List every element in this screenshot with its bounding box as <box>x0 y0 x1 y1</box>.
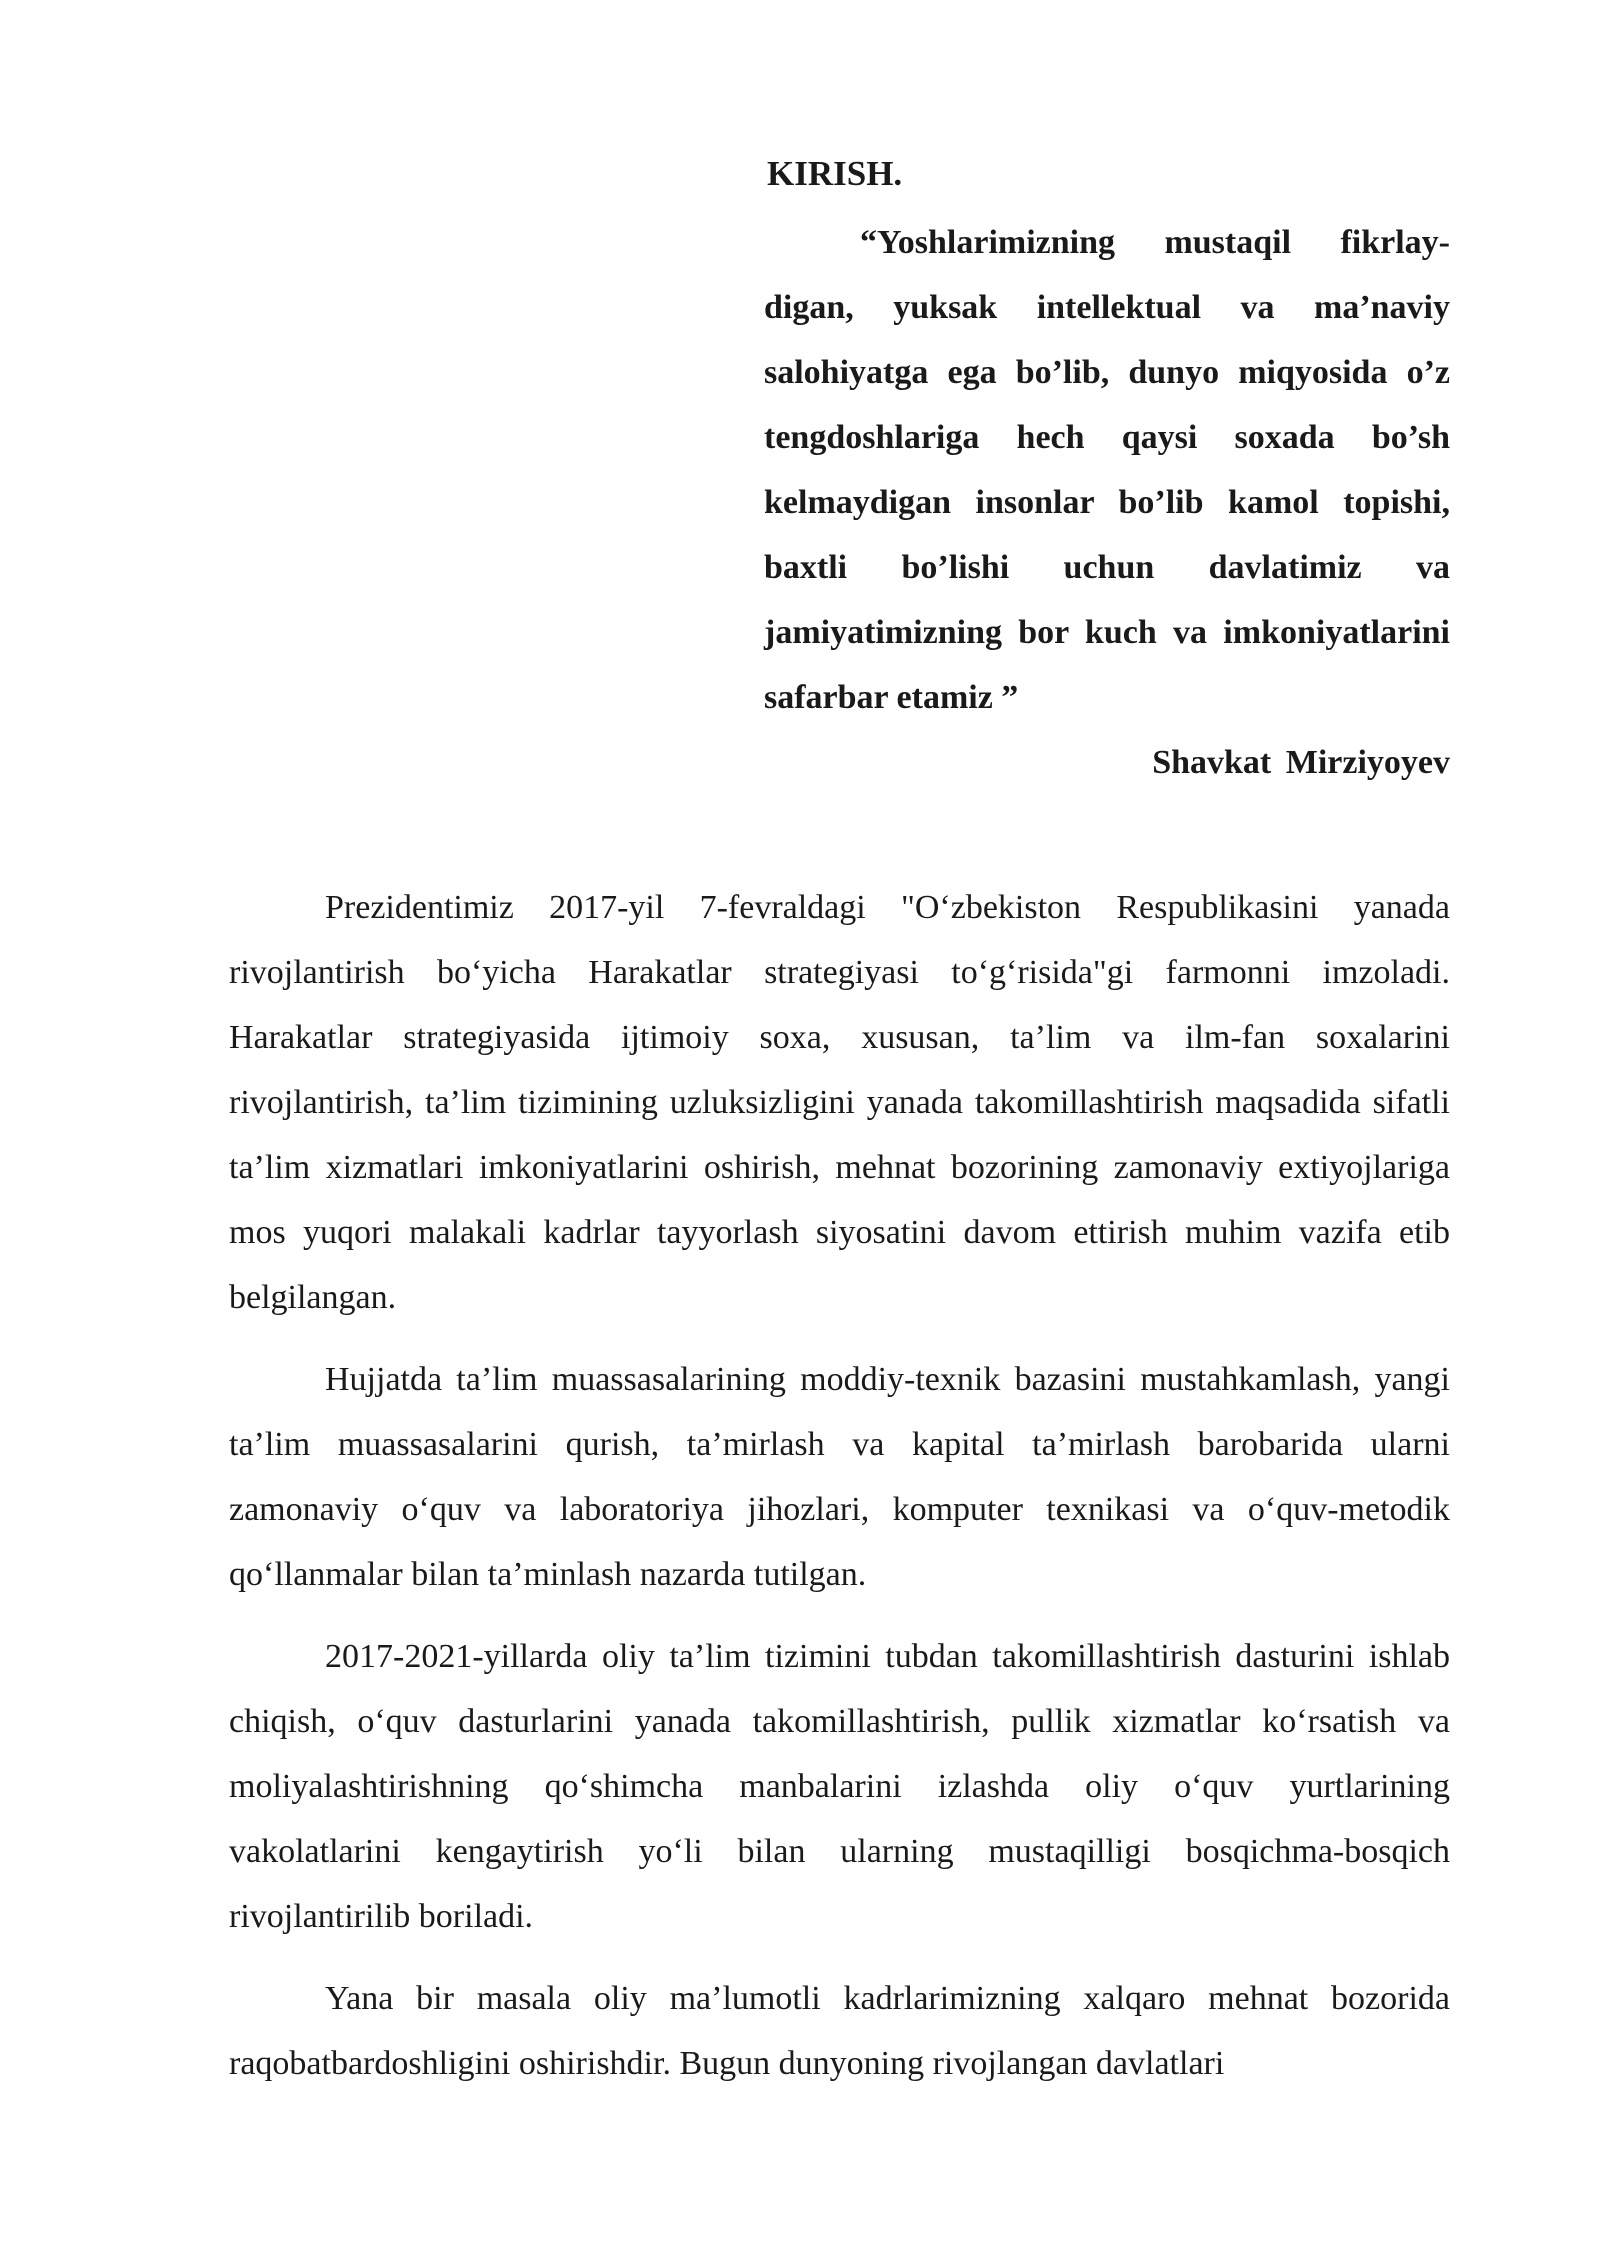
epigraph-author: Shavkat Mirziyoyev <box>1152 744 1450 781</box>
body-text <box>229 875 1450 2113</box>
paragraph-3: 2017-2021-yillarda oliy ta’lim tizimini tubdan takomillashtirish dasturini ishlab chiqish, o‘quv dasturlarini yanada takomillashtirish, pullik xizmatlar ko‘rsatish va moliyalashtirishning qo‘shimcha manbalarini izlashda oliy o‘quv yurtlarining vakolatlarini kengaytirish yo‘li bilan ularning mustaqilligi bosqichma-bosqich rivojlantirilib boriladi. <box>229 1638 1450 1935</box>
paragraph-1: Prezidentimiz 2017-yil 7-fevraldagi "O‘zbekiston Respublikasini yanada rivojlantirish bo‘yicha Harakatlar strategiyasi to‘g‘risida"gi farmonni imzoladi. Harakatlar strategiyasida ijtimoiy soxa, xususan, ta’lim va ilm-fan soxalarini rivojlantirish, ta’lim tizimining uzluksizligini yanada takomillashtirish maqsadida sifatli ta’lim xizmatlari imkoniyatlarini oshirish, mehnat bozorining zamonaviy extiyojlariga mos yuqori malakali kadrlar tayyorlash siyosatini davom ettirish muhim vazifa etib belgilangan. <box>229 889 1450 1316</box>
epigraph-quote: “Yoshlarimizning mustaqil fikrlay-digan, yuksak intellektual va ma’naviy salohiyatga ega bo’lib, dunyo miqyosida o’z tengdoshlariga hech qaysi soxada bo’sh kelmaydigan insonlar bo’lib kamol topishi, baxtli bo’lishi uchun davlatimiz va jamiyatimizning bor kuch va imkoniyatlarini safarbar etamiz ” <box>764 224 1450 716</box>
paragraph-4: Yana bir masala oliy ma’lumotli kadrlarimizning xalqaro mehnat bozorida raqobatbardoshligini oshirishdir. Bugun dunyoning rivojlangan davlatlari <box>229 1980 1450 2082</box>
paragraph-2: Hujjatda ta’lim muassasalarining moddiy-texnik bazasini mustahkamlash, yangi ta’lim muassasalarini qurish, ta’mirlash va kapital ta’mirlash barobarida ularni zamonaviy o‘quv va laboratoriya jihozlari, komputer texnikasi va o‘quv-metodik qo‘llanmalar bilan ta’minlash nazarda tutilgan. <box>229 1361 1450 1593</box>
page-heading: KIRISH. <box>767 154 903 193</box>
